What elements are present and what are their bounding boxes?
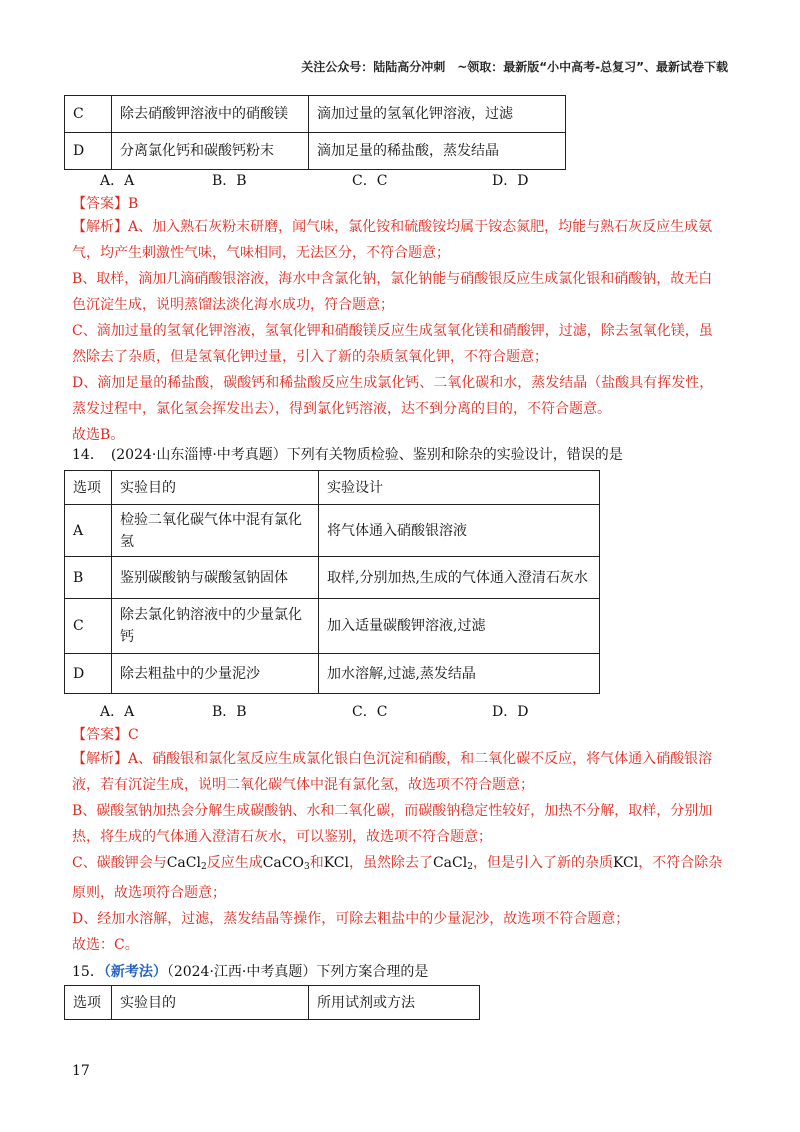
table-header: 实验设计 <box>319 471 600 505</box>
table-cell: 加水溶解,过滤,蒸发结晶 <box>319 654 600 694</box>
table-row <box>65 505 600 557</box>
q14-table <box>64 470 600 694</box>
table-row <box>65 654 600 694</box>
analysis-line: 然除去了杂质，但是氢氧化钾过量，引入了新的杂质氢氧化钾，不符合题意； <box>72 349 548 365</box>
page-header: 关注公众号：陆陆高分冲刺 ~领取：最新版“小中高考-总复习”、最新试卷下载 <box>301 60 728 74</box>
table-header: 实验目的 <box>112 986 309 1020</box>
table-header: 实验目的 <box>112 471 319 505</box>
analysis-line: 【解析】A、加入熟石灰粉末研磨，闻气味，氯化铵和硫酸铵均属于铵态氮肥，均能与熟石灰反应生成氨 <box>72 219 713 235</box>
formula-cacl2: CaCl$_2$ <box>432 855 473 872</box>
analysis-line: 色沉淀生成，说明蒸馏法淡化海水成功，符合题意； <box>72 297 394 313</box>
analysis-line: D、经加水溶解，过滤，蒸发结晶等操作，可除去粗盐中的少量泥沙，故选项不符合题意； <box>72 911 630 927</box>
option-a: A．A <box>100 704 135 720</box>
option-c: C．C <box>352 704 388 720</box>
table-row <box>65 557 600 599</box>
option-b: B．B <box>212 173 247 189</box>
analysis-line: C、滴加过量的氢氧化钾溶液，氢氧化钾和硝酸镁反应生成氢氧化镁和硝酸钾，过滤，除去氢氧化镁，虽 <box>72 323 713 339</box>
formula-kcl: KCl <box>323 855 349 871</box>
analysis-line: 热，将生成的气体通入澄清石灰水，可以鉴别，故选项不符合题意； <box>72 829 492 845</box>
analysis-line-c: C、碳酸钾会与CaCl$_2$反应生成CaCO$_3$和KCl，虽然除去了CaCl$_2$，但是引入了新的杂质KCl，不符合除杂 <box>72 855 723 872</box>
q14-answer: 【答案】C <box>72 727 139 743</box>
table-cell: C <box>65 96 112 133</box>
table-cell: 除去氯化钠溶液中的少量氯化钙 <box>112 599 319 654</box>
page-number: 17 <box>72 1063 90 1079</box>
analysis-line: 原则，故选项符合题意； <box>72 885 226 901</box>
table-cell: 鉴别碳酸钠与碳酸氢钠固体 <box>112 557 319 599</box>
analysis-line: 故选：C。 <box>72 937 139 953</box>
table-cell: C <box>65 599 112 654</box>
formula-cacl2: CaCl$_2$ <box>166 855 207 872</box>
option-d: D．D <box>492 704 529 720</box>
table-cell: A <box>65 505 112 557</box>
table-cell: D <box>65 654 112 694</box>
table-header: 所用试剂或方法 <box>309 986 480 1020</box>
analysis-line: 蒸发过程中，氯化氢会挥发出去），得到氯化钙溶液，达不到分离的目的，不符合题意。 <box>72 401 611 417</box>
q15-stem: 15．（新考法）（2024·江西·中考真题）下列方案合理的是 <box>72 964 429 980</box>
analysis-line: 气，均产生刺激性气味，气味相同，无法区分，不符合题意； <box>72 245 450 261</box>
table-cell: 加入适量碳酸钾溶液,过滤 <box>319 599 600 654</box>
new-method-tag: （新考法） <box>103 964 167 980</box>
analysis-line: B、取样，滴加几滴硝酸银溶液，海水中含氯化钠，氯化钠能与硝酸银反应生成氯化银和硝酸钠，故无白 <box>72 271 713 287</box>
q15-table <box>64 985 480 1020</box>
table-cell: 检验二氧化碳气体中混有氯化氢 <box>112 505 319 557</box>
option-d: D．D <box>492 173 529 189</box>
table-row <box>65 599 600 654</box>
option-c: C．C <box>352 173 388 189</box>
table-cell: 取样,分别加热,生成的气体通入澄清石灰水 <box>319 557 600 599</box>
analysis-line: B、碳酸氢钠加热会分解生成碳酸钠、水和二氧化碳，而碳酸钠稳定性较好，加热不分解，取样，分别加 <box>72 803 713 819</box>
analysis-line: 【解析】A、硝酸银和氯化氢反应生成氯化银白色沉淀和硝酸，和二氧化碳不反应，将气体通入硝酸银溶 <box>72 751 713 767</box>
analysis-line: 故选B。 <box>72 427 125 443</box>
q14-stem: 14． (2024·山东淄博·中考真题）下列有关物质检验、鉴别和除杂的实验设计，错误的是 <box>72 447 623 463</box>
table-cell: D <box>65 133 112 170</box>
q13-answer: 【答案】B <box>72 196 139 212</box>
table-cell: 将气体通入硝酸银溶液 <box>319 505 600 557</box>
q13-table <box>64 95 566 170</box>
q13-analysis <box>72 214 728 448</box>
table-cell: 滴加足量的稀盐酸，蒸发结晶 <box>309 133 566 170</box>
analysis-line: D、滴加足量的稀盐酸，碳酸钙和稀盐酸反应生成氯化钙、二氧化碳和水，蒸发结晶（盐酸具有挥发性， <box>72 375 714 391</box>
table-header: 选项 <box>65 471 112 505</box>
option-b: B．B <box>212 704 247 720</box>
table-cell: 分离氯化钙和碳酸钙粉末 <box>112 133 309 170</box>
formula-kcl: KCl <box>612 855 639 871</box>
analysis-line: 液，若有沉淀生成，说明二氧化碳气体中混有氯化氢，故选项不符合题意； <box>72 777 534 793</box>
option-a: A．A <box>100 173 135 189</box>
table-cell: B <box>65 557 112 599</box>
formula-caco3: CaCO$_3$ <box>262 855 310 872</box>
table-header: 选项 <box>65 986 112 1020</box>
table-cell: 除去硝酸钾溶液中的硝酸镁 <box>112 96 309 133</box>
table-cell: 滴加过量的氢氧化钾溶液，过滤 <box>309 96 566 133</box>
q14-analysis <box>72 746 728 958</box>
table-cell: 除去粗盐中的少量泥沙 <box>112 654 319 694</box>
